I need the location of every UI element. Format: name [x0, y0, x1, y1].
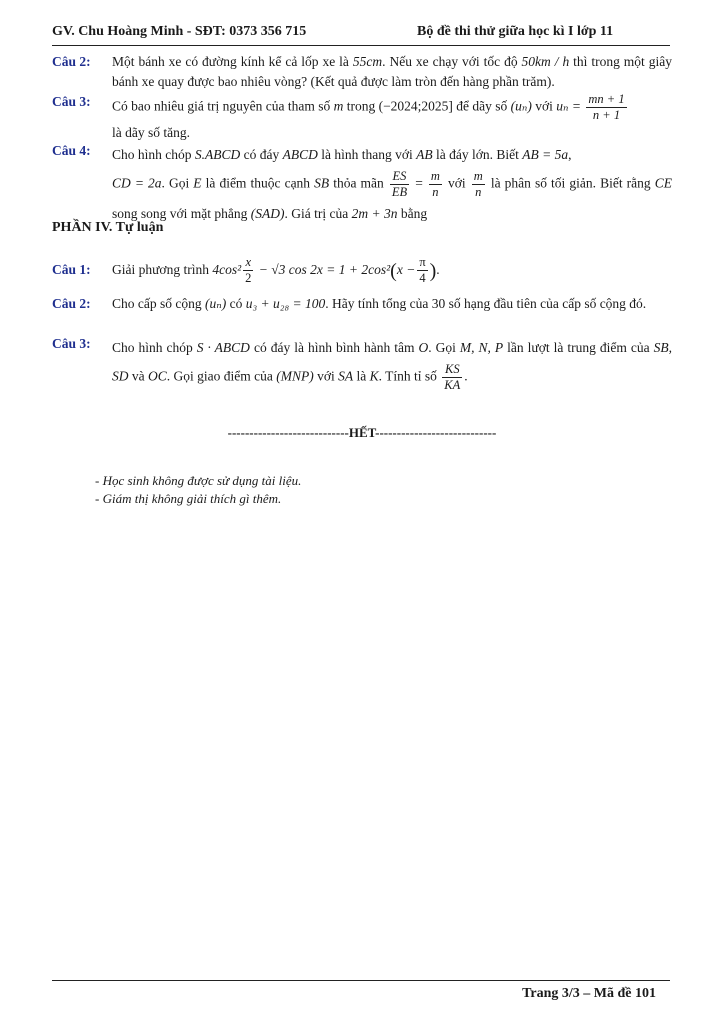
question-text: Giải phương trình 4cos² $\frac{x}{2}$ − √3 cos 2x = 1 + 2cos²(x − $\frac{\pi}{4}$ ). [112, 255, 440, 286]
section-title: PHẦN IV. Tự luận [52, 220, 164, 235]
question-text: Cho hình chóp S.ABCD có đáy ABCD là hình thang với AB là đáy lớn. Biết AB = 5a, CD = 2a. Gọi E là điểm thuộc cạnh SB thỏa mãn $\frac{ES}{EB}$ = $\frac{m}{n}$ với $\frac{m}{n}$ là phân số tối giản. Biết rằng CE song song với mặt phẳng (SAD). Giá trị của 2m + 3n bằng [112, 147, 672, 221]
question-number: Câu 2: [52, 296, 91, 311]
note-item: - Học sinh không được sử dụng tài liệu. [95, 473, 302, 488]
end-marker: ----------------------------HẾT---------------------------- [227, 425, 497, 440]
fraction: $\frac{x}{2}$ [245, 255, 252, 286]
question-4-3 [52, 334, 672, 393]
question-number: Câu 4: [52, 143, 91, 158]
question-3-4 [52, 141, 672, 228]
header-title: Bộ đề thi thử giữa học kì I lớp 11 [417, 24, 614, 39]
page-footer: Trang 3/3 – Mã đề 101 [522, 986, 656, 1001]
question-4-2 [52, 294, 672, 314]
fraction: $\frac{ES}{EB}$ [391, 169, 408, 199]
question-number: Câu 1: [52, 262, 91, 277]
fraction: $\frac{m}{n}$ [430, 169, 440, 199]
fraction: $\frac{m}{n}$ [473, 169, 483, 199]
question-text: Cho hình chóp S · ABCD có đáy là hình bình hành tâm O. Gọi M, N, P lần lượt là trung điểm của SB, SD và OC. Gọi giao điểm của (MNP) với SA là K. Tính tỉ số $\frac{KS}{KA}$ . [112, 340, 673, 392]
fraction: $\frac{mn + 1}{n + 1}$ [588, 92, 625, 122]
question-3-3 [52, 92, 672, 143]
question-3-2 [52, 52, 672, 92]
page-header [52, 24, 672, 44]
question-text: Một bánh xe có đường kính kể cả lốp xe là 55cm. Nếu xe chạy với tốc độ 50km / h thì trong một giây bánh xe quay được bao nhiêu vòng? (Kết quả được làm tròn đến hàng phần trăm). [112, 54, 673, 89]
question-number: Câu 3: [52, 336, 91, 351]
note-item: - Giám thị không giải thích gì thêm. [95, 491, 282, 506]
header-author: GV. Chu Hoàng Minh - SĐT: 0373 356 715 [52, 24, 307, 39]
exam-notes [95, 472, 301, 508]
question-4-1 [52, 252, 672, 289]
footer-divider [52, 980, 670, 981]
question-number: Câu 2: [52, 54, 91, 69]
question-text: Cho cấp số cộng (uₙ) có u₃ + u₂₈ = 100. Hãy tính tổng của 30 số hạng đầu tiên của cấp số cộng đó. [112, 296, 647, 311]
question-number: Câu 3: [52, 94, 91, 109]
header-divider [52, 45, 670, 46]
question-text: Có bao nhiêu giá trị nguyên của tham số m trong (−2024;2025] để dãy số (uₙ) với uₙ = $\frac{mn + 1}{n + 1}$ là dãy số tăng. [112, 92, 625, 140]
fraction: $\frac{KS}{KA}$ [444, 362, 461, 392]
fraction: $\frac{\pi}{4}$ [419, 255, 426, 286]
